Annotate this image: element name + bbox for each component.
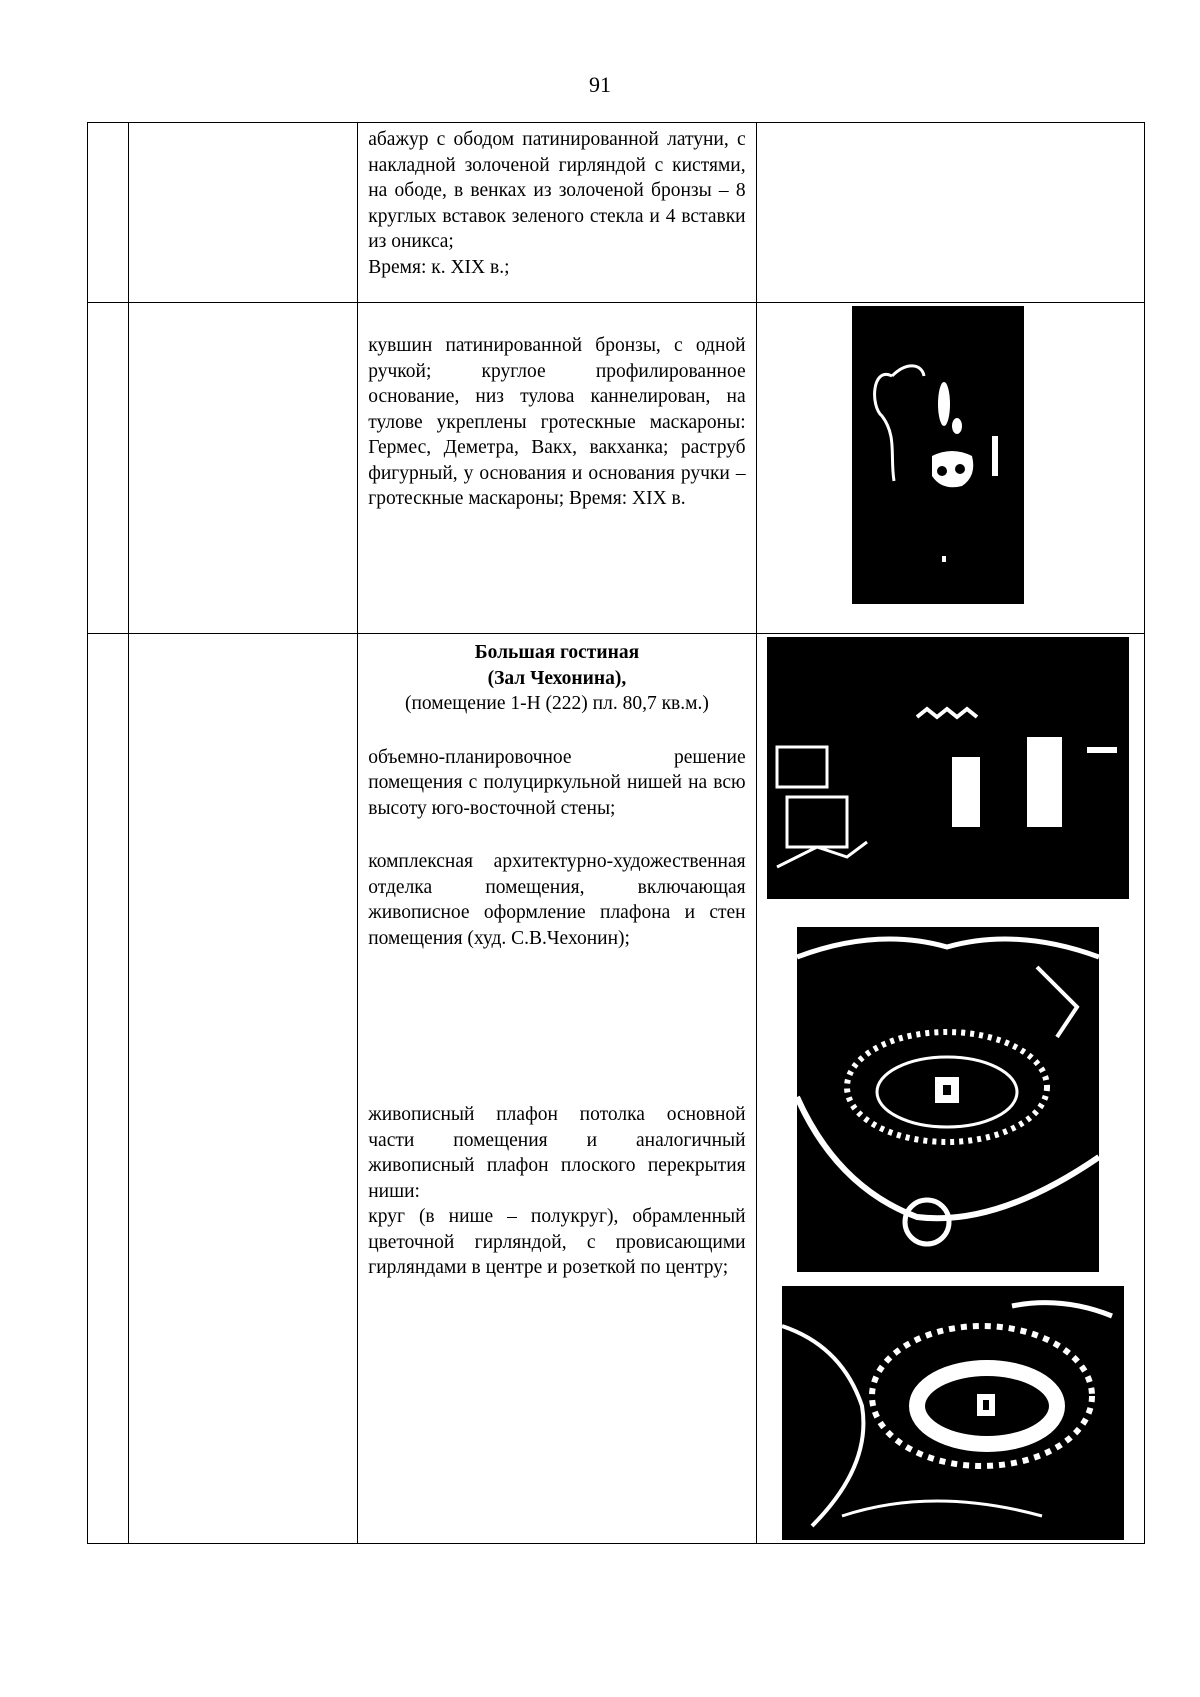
photo-cell: [756, 634, 1144, 1544]
number-cell: [88, 303, 129, 634]
description-cell: [358, 303, 756, 634]
ceiling-photo-main: [797, 927, 1099, 1272]
section-subtitle: (Зал Чехонина),: [487, 667, 627, 689]
table-row: [88, 303, 1145, 634]
item-circle: круг (в нише – полукруг), обрамленный цветочной гирляндой, с провисающими гирляндами в центре и розеткой по центру;: [368, 1206, 746, 1278]
jug-description: кувшин патинированной бронзы, с одной ручкой; круглое профилированное основание, низ тулова каннелирован, на тулове укреплены гротескные маскароны: Гермес, Деметра, Вакх, вакханка; раструб фигурный, у основания и основания ручки – гротескные маскароны; Время: XIX в.: [368, 335, 746, 509]
item-decoration: комплексная архитектурно-художественная отделка помещения, включающая живописное оформление плафона и стен помещения (худ. С.В.Чехонин);: [368, 851, 746, 949]
description-cell: [358, 634, 756, 1544]
objects-table: [87, 122, 1145, 1544]
section-title: Большая гостиная: [474, 642, 640, 663]
number-cell: [88, 634, 129, 1544]
name-cell: [129, 123, 358, 303]
page-number: 91: [589, 72, 611, 97]
room-info: (помещение 1-Н (222) пл. 80,7 кв.м.): [404, 693, 709, 714]
lampshade-time: Время: к. XIX в.;: [368, 256, 510, 278]
name-cell: [129, 634, 358, 1544]
item-layout: объемно-планировочное решение помещения с полуциркульной нишей на всю высоту юго-восточной стены;: [368, 746, 746, 819]
description-cell: [358, 123, 756, 303]
table-row: [88, 123, 1145, 303]
photo-cell: [756, 123, 1144, 303]
photo-cell: [756, 303, 1144, 634]
name-cell: [129, 303, 358, 634]
table-row: [88, 634, 1145, 1544]
ceiling-photo-niche: [782, 1286, 1124, 1540]
jug-photo: [852, 306, 1024, 604]
number-cell: [88, 123, 129, 303]
hall-photo: [767, 637, 1129, 899]
lampshade-description: абажур с ободом патинированной латуни, с накладной золоченой гирляндой с кистями, на ободе, в венках из золоченой бронзы – 8 круглых вставок зеленого стекла и 4 вставки из оникса;: [368, 129, 746, 252]
item-ceiling: живописный плафон потолка основной части помещения и аналогичный живописный плафон плоского перекрытия ниши:: [368, 1104, 746, 1202]
